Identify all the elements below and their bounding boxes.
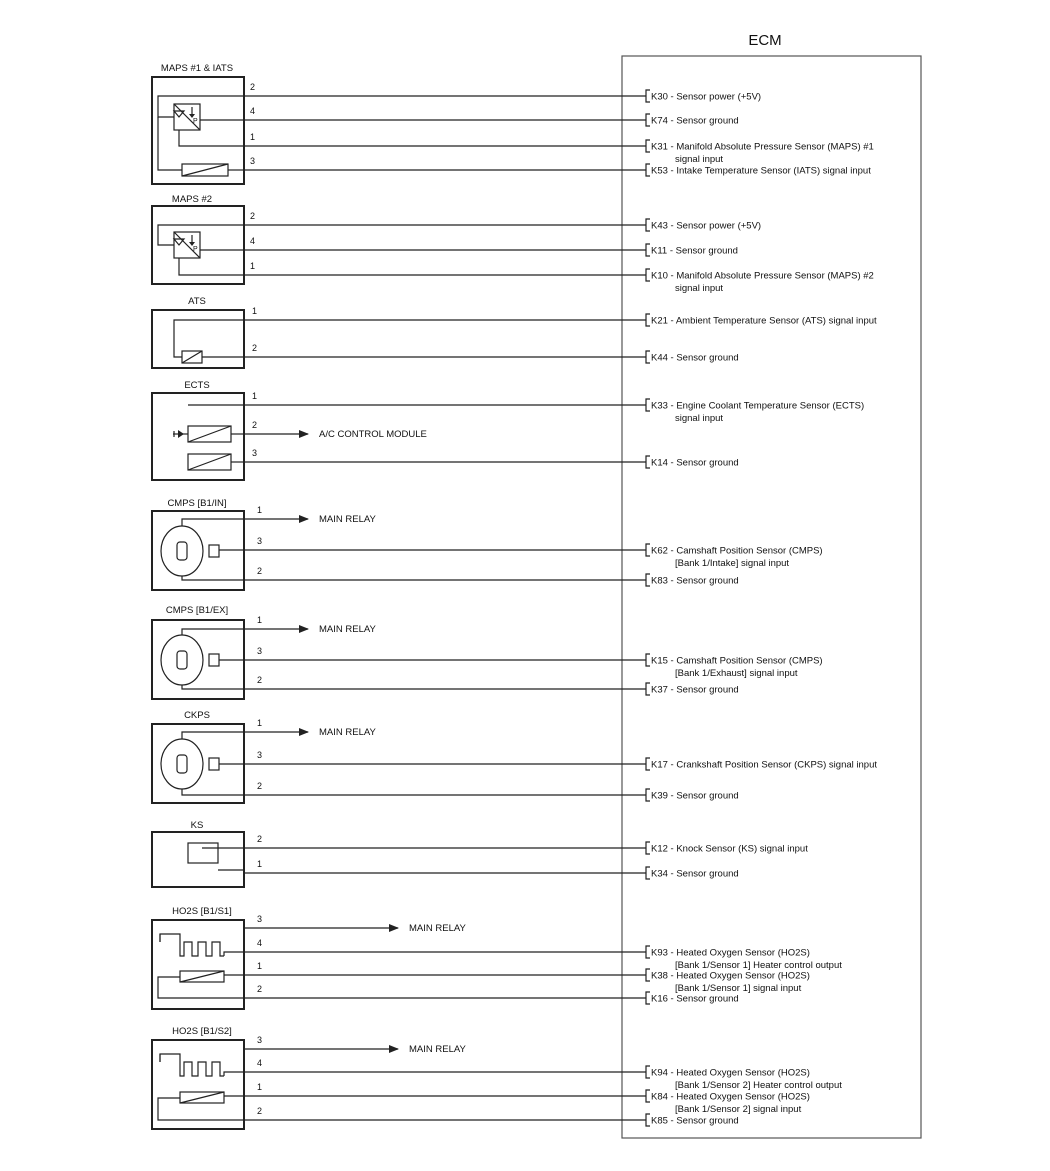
ecm-pin-bracket: [646, 269, 650, 281]
ecm-pin-bracket: [646, 789, 650, 801]
ecm-pin-bracket: [646, 219, 650, 231]
pin-number: 1: [257, 1082, 263, 1092]
ecm-pin-bracket: [646, 1090, 650, 1102]
sensor-maps2: [152, 194, 874, 294]
ecm-terminal-label: K43 - Sensor power (+5V): [651, 220, 762, 232]
ecm-pin-bracket: [646, 946, 650, 958]
ecm-pin-bracket: [646, 456, 650, 468]
ecm-pin-bracket: [646, 758, 650, 770]
ecm-terminal-label: K84 - Heated Oxygen Sensor (HO2S): [651, 1091, 810, 1103]
sensor-cmps-b1-in: [152, 498, 823, 590]
sensor-ats: [152, 296, 877, 368]
pin-number: 1: [257, 718, 263, 728]
sensor-maps1-iats: [152, 63, 874, 184]
ecm-pin-bracket: [646, 164, 650, 176]
ecm-terminal-label: K37 - Sensor ground: [651, 684, 739, 696]
ecm-pin-bracket: [646, 140, 650, 152]
pin-number: 1: [250, 261, 256, 271]
pin-number: 2: [257, 675, 263, 685]
external-destination-label: MAIN RELAY: [319, 624, 376, 635]
pin-number: 3: [257, 1035, 263, 1045]
sensor-title: MAPS #2: [171, 194, 213, 205]
pin-number: 3: [250, 156, 256, 166]
ecm-terminal-label: signal input: [675, 413, 724, 424]
sensor-ckps: [152, 710, 877, 803]
ecm-terminal-label: signal input: [675, 154, 724, 165]
ecm-terminal-label: [Bank 1/Sensor 1] signal input: [675, 983, 802, 994]
ecm-pin-bracket: [646, 867, 650, 879]
ecm-terminal-label: K11 - Sensor ground: [651, 245, 738, 257]
ecm-terminal-label: [Bank 1/Sensor 2] signal input: [675, 1104, 802, 1115]
pin-number: 2: [257, 781, 263, 791]
ecm-pin-bracket: [646, 399, 650, 411]
ecm-terminal-label: [Bank 1/Sensor 2] Heater control output: [675, 1080, 842, 1091]
pressure-symbol-p: P: [193, 246, 198, 253]
pin-number: 1: [252, 306, 258, 316]
ecm-pin-bracket: [646, 683, 650, 695]
ecm-terminal-label: K16 - Sensor ground: [651, 993, 739, 1005]
pin-number: 1: [250, 132, 256, 142]
external-destination-label: MAIN RELAY: [319, 727, 376, 738]
pin-number: 1: [257, 859, 263, 869]
ecm-pin-bracket: [646, 574, 650, 586]
ecm-pin-bracket: [646, 842, 650, 854]
ecm-terminal-label: K30 - Sensor power (+5V): [651, 91, 762, 103]
pin-number: 3: [257, 914, 263, 924]
pin-number: 2: [252, 343, 258, 353]
ecm-terminal-label: K33 - Engine Coolant Temperature Sensor (ECTS): [651, 400, 865, 412]
ecm-pin-bracket: [646, 1114, 650, 1126]
ecm-terminal-label: K12 - Knock Sensor (KS) signal input: [651, 843, 808, 855]
sensor-connector-box: [152, 920, 244, 1009]
pin-number: 2: [250, 211, 256, 221]
pin-number: 1: [257, 961, 263, 971]
pin-number: 2: [257, 984, 263, 994]
ecm-terminal-label: K53 - Intake Temperature Sensor (IATS) signal input: [651, 165, 871, 177]
sensor-connector-box: [152, 310, 244, 368]
external-destination-label: MAIN RELAY: [409, 923, 466, 934]
pin-number: 3: [257, 536, 263, 546]
ecm-pin-bracket: [646, 114, 650, 126]
ecm-terminal-label: K21 - Ambient Temperature Sensor (ATS) signal input: [651, 315, 877, 327]
ecm-pin-bracket: [646, 90, 650, 102]
sensor-ho2s-b1-s2: [152, 1026, 842, 1129]
pressure-symbol-p: P: [193, 118, 198, 125]
pin-number: 2: [257, 834, 263, 844]
ecm-terminal-label: K14 - Sensor ground: [651, 457, 739, 469]
pin-number: 4: [257, 938, 263, 948]
ecm-pin-bracket: [646, 1066, 650, 1078]
pin-number: 4: [250, 106, 256, 116]
ecm-pin-bracket: [646, 544, 650, 556]
sensor-connector-box: [152, 1040, 244, 1129]
sensor-title: CMPS [B1/EX]: [165, 605, 229, 616]
external-destination-label: MAIN RELAY: [319, 514, 376, 525]
pin-number: 3: [257, 750, 263, 760]
pin-number: 4: [250, 236, 256, 246]
pin-number: 1: [257, 505, 263, 515]
sensor-ho2s-b1-s1: [152, 906, 842, 1009]
sensor-title: HO2S [B1/S2]: [172, 1026, 232, 1037]
external-destination-label: MAIN RELAY: [409, 1044, 466, 1055]
ecm-terminal-label: K62 - Camshaft Position Sensor (CMPS): [651, 545, 823, 557]
ecm-terminal-label: K83 - Sensor ground: [651, 575, 739, 587]
ecm-terminal-label: K39 - Sensor ground: [651, 790, 739, 802]
pin-number: 3: [252, 448, 258, 458]
ecm-pin-bracket: [646, 244, 650, 256]
external-destination-label: A/C CONTROL MODULE: [319, 429, 427, 440]
sensor-connector-box: [152, 393, 244, 480]
sensor-connector-box: [152, 832, 244, 887]
sensor-title: CKPS: [184, 710, 210, 721]
ecm-pin-bracket: [646, 969, 650, 981]
pin-number: 3: [257, 646, 263, 656]
sensor-title: HO2S [B1/S1]: [172, 906, 232, 917]
sensor-title: ATS: [188, 296, 206, 307]
sensor-title: ECTS: [184, 380, 210, 391]
ecm-terminal-label: K93 - Heated Oxygen Sensor (HO2S): [651, 947, 810, 959]
ecm-terminal-label: K38 - Heated Oxygen Sensor (HO2S): [651, 970, 810, 982]
ecm-terminal-label: K15 - Camshaft Position Sensor (CMPS): [651, 655, 823, 667]
pin-number: 2: [257, 1106, 263, 1116]
ecm-pin-bracket: [646, 654, 650, 666]
ecm-terminal-label: K94 - Heated Oxygen Sensor (HO2S): [651, 1067, 810, 1079]
sensor-title: MAPS #1 & IATS: [160, 63, 234, 74]
pin-number: 2: [257, 566, 263, 576]
ecm-terminal-label: K17 - Crankshaft Position Sensor (CKPS) signal input: [651, 759, 877, 771]
ecm-terminal-label: K74 - Sensor ground: [651, 115, 739, 127]
pin-number: 1: [257, 615, 263, 625]
ecm-terminal-label: K85 - Sensor ground: [651, 1115, 739, 1127]
ecm-pin-bracket: [646, 351, 650, 363]
sensor-ects: [152, 380, 864, 480]
ecm-terminal-label: K44 - Sensor ground: [651, 352, 739, 364]
ecm-pin-bracket: [646, 992, 650, 1004]
ecm-title: ECM: [748, 32, 782, 49]
ecm-pin-bracket: [646, 314, 650, 326]
sensor-cmps-b1-ex: [152, 605, 823, 699]
ecm-terminal-label: K34 - Sensor ground: [651, 868, 739, 880]
ecm-terminal-label: [Bank 1/Sensor 1] Heater control output: [675, 960, 842, 971]
sensor-ks: [152, 820, 808, 887]
pin-number: 1: [252, 391, 258, 401]
ecm-terminal-label: K31 - Manifold Absolute Pressure Sensor (MAPS) #1: [651, 141, 874, 153]
pin-number: 4: [257, 1058, 263, 1068]
ecm-terminal-label: [Bank 1/Intake] signal input: [675, 558, 790, 569]
ecm-terminal-label: K10 - Manifold Absolute Pressure Sensor (MAPS) #2: [651, 270, 874, 282]
ecm-terminal-label: signal input: [675, 283, 724, 294]
pin-number: 2: [252, 420, 258, 430]
ecm-terminal-label: [Bank 1/Exhaust] signal input: [675, 668, 798, 679]
pin-number: 2: [250, 82, 256, 92]
sensor-title: CMPS [B1/IN]: [167, 498, 227, 509]
sensor-title: KS: [190, 820, 204, 831]
